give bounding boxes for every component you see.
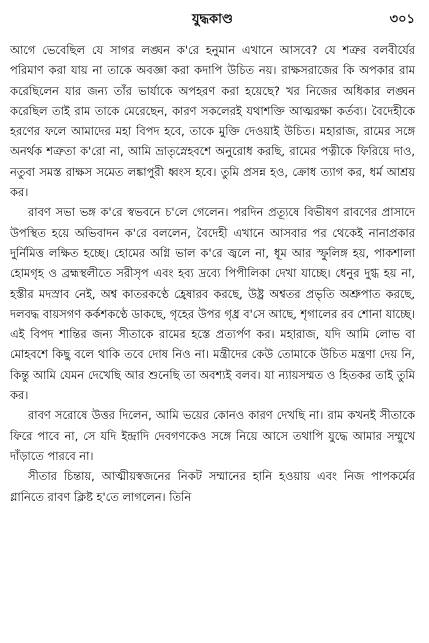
paragraph-1: আগে ভেবেছিল যে সাগর লঙ্ঘন ক'রে হনুমান এখানে আসবে? যে শত্রুর বলবীর্যের পরিমাণ করা যায় না তাকে অবজ্ঞা করা কদাপি উচিত নয়। রাক্ষসরাজের কি অপকার রাম করেছিলেন যার জন্য তাঁর ভার্যাকে অপহরণ করা হয়েছে? খর নিজের অধিকার লঙ্ঘন করেছিল তাই রাম তাকে মেরেছেন, কারণ সকলেরই যথাশক্তি আত্মরক্ষা কর্তব্য। বৈদেহীকে হরণের ফলে আমাদের মহা বিপদ হবে, তাকে মুক্তি দেওয়াই উচিত। মহারাজ, রামের সঙ্গে অনর্থক শত্রুতা ক'রো না, আমি ভ্রাতৃস্নেহবশে অনুরোধ করছি, রামের পত্নীকে ফিরিয়ে দাও, নতুবা সমস্ত রাক্ষস সমেত লঙ্কাপুরী ধ্বংস হবে। তুমি প্রসন্ন হও, ক্রোধ ত্যাগ কর, ধর্ম আশ্রয় কর। <box>10 43 415 200</box>
paragraph-3: রাবণ সরোষে উত্তর দিলেন, আমি ভয়ের কোনও কারণ দেখছি না। রাম কখনই সীতাকে ফিরে পাবে না, সে যদি ইন্দ্রাদি দেবগণকেও সঙ্গে নিয়ে আসে তথাপি যুদ্ধে আমার সম্মুখে দাঁড়াতে পারবে না। <box>10 408 415 463</box>
paragraph-2: রাবণ সভা ভঙ্গ ক'রে স্বভবনে চ'লে গেলেন। পরদিন প্রত্যূষে বিভীষণ রাবণের প্রাসাদে উপস্থিত হয়ে অভিবাদন ক'রে বললেন, বৈদেহী এখানে আসবার পর থেকেই নানাপ্রকার দুর্নিমিত্ত লক্ষিত হচ্ছে। হোমের অগ্নি ভাল ক'রে জ্বলে না, ধূম আর স্ফুলিঙ্গ হয়, পাকশালা হোমগৃহ ও ব্রহ্মস্থলীতে সরীসৃপ এবং হব্য দ্রব্যে পিপীলিকা দেখা যাচ্ছে। ধেনুর দুগ্ধ হয় না, হস্তীর মদস্রাব নেই, অশ্ব কাতরকণ্ঠে হ্রেষারব করছে, উষ্ট্র অশ্বতর প্রভৃতি অশ্রুপাত করছে, দলবদ্ধ বায়সগণ কর্কশকণ্ঠে ডাকছে, গৃহের উপর গৃধ্র ব'সে আছে, শৃগালের রব শোনা যাচ্ছে। এই বিপদ শান্তির জন্য সীতাকে রামের হস্তে প্রত্যর্পণ কর। মহারাজ, যদি আমি লোভ বা মোহবশে কিছু বলে থাকি তবে দোষ নিও না। মন্ত্রীদের কেউ তোমাকে উচিত মন্ত্রণা দেয় নি, কিন্তু আমি যেমন দেখেছি আর শুনেছি তা অবশ্যই বলব। যা ন্যায়সম্মত ও হিতকর তাই তুমি কর। <box>10 205 415 403</box>
page-header <box>10 8 415 32</box>
body-text <box>10 40 415 507</box>
paragraph-4: সীতার চিন্তায়, আত্মীয়স্বজনের নিকট সম্মানের হানি হওয়ায় এবং নিজ পাপকর্মের গ্লানিতে রাবণ ক্লিষ্ট হ'তে লাগলেন। তিনি <box>10 469 415 504</box>
running-title: যুদ্ধকাণ্ড <box>192 12 233 27</box>
page-number: ৩০১ <box>389 12 415 27</box>
